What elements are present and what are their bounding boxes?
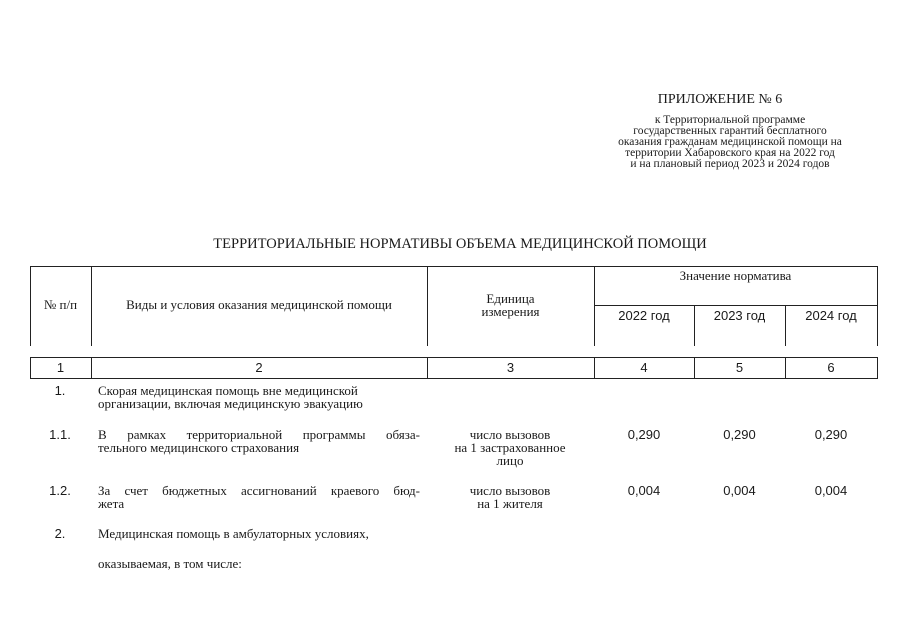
annex-line: государственных гарантий бесплатного <box>633 125 827 137</box>
annex-line: территории Хабаровского края на 2022 год <box>625 147 835 159</box>
value-2022: 0,290 <box>627 427 661 442</box>
header-unit-line1: Единица <box>486 291 535 306</box>
row-unit: лицо <box>496 453 524 468</box>
value-2024: 0,004 <box>814 483 848 498</box>
row-description: жета <box>98 496 125 511</box>
row-description: организации, включая медицинскую эвакуацию <box>98 396 363 411</box>
annex-line: оказания гражданам медицинской помощи на <box>618 136 842 148</box>
row-number: 1.2. <box>49 483 71 498</box>
row-unit: на 1 жителя <box>477 496 543 511</box>
row-unit: на 1 застрахованное <box>454 440 566 455</box>
annex-title: ПРИЛОЖЕНИЕ № 6 <box>657 92 783 107</box>
header-unit-line2: измерения <box>481 304 540 319</box>
column-number: 2 <box>255 360 263 375</box>
value-2023: 0,004 <box>723 483 756 498</box>
header-type: Виды и условия оказания медицинской помощи <box>126 297 392 312</box>
row-description: тельного медицинского страхования <box>98 440 300 455</box>
header-year-2023: 2023 год <box>713 308 766 323</box>
annex-line: и на плановый период 2023 и 2024 годов <box>630 158 830 170</box>
row-description: Скорая медицинская помощь вне медицинской <box>98 383 358 398</box>
document-title: ТЕРРИТОРИАЛЬНЫЕ НОРМАТИВЫ ОБЪЕМА МЕДИЦИНСКОЙ ПОМОЩИ <box>213 236 707 252</box>
row-description: За счет бюджетных ассигнований краевого бюд- <box>98 483 420 498</box>
row-number: 2. <box>54 526 66 541</box>
row-unit: число вызовов <box>469 483 551 498</box>
value-2024: 0,290 <box>814 427 848 442</box>
row-description: оказываемая, в том числе: <box>98 556 242 571</box>
header-year-2022: 2022 год <box>618 308 670 323</box>
row-number: 1. <box>54 383 66 398</box>
value-2022: 0,004 <box>627 483 661 498</box>
header-year-2024: 2024 год <box>805 308 857 323</box>
header-value-group: Значение норматива <box>679 268 792 283</box>
row-number: 1.1. <box>49 427 71 442</box>
row-description: Медицинская помощь в амбулаторных условиях, <box>98 526 369 541</box>
annex-line: к Территориальной программе <box>654 114 806 126</box>
column-number: 1 <box>56 360 65 375</box>
column-number: 5 <box>735 360 744 375</box>
header-num: № п/п <box>43 297 78 312</box>
row-unit: число вызовов <box>469 427 551 442</box>
value-2023: 0,290 <box>723 427 756 442</box>
column-number: 4 <box>640 360 648 375</box>
column-number: 3 <box>506 360 515 375</box>
row-description: В рамках территориальной программы обяза- <box>98 427 420 442</box>
column-number: 6 <box>827 360 835 375</box>
